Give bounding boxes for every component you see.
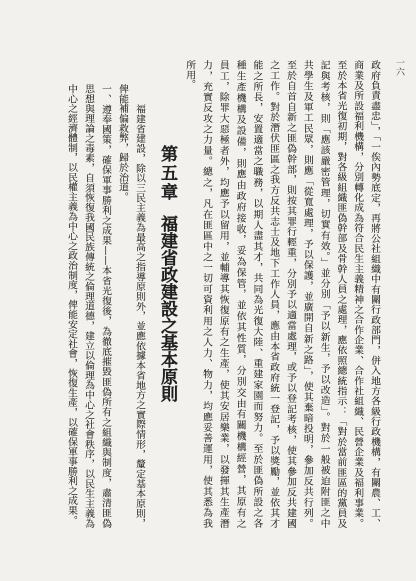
text-column: 福建省建設，除以三民主義為最高之指導原則外，並應依據本省地方之實際情形，釐定基本原則，: [134, 104, 145, 528]
text-column: 思想與理論之毒素，自須恢復我國民族傳統之倫理道德，建立以倫理為中心之社會秩序，以民生主義為: [83, 84, 94, 528]
text-column: 中心之經濟體制，以民權主義為中心之政治制度，俾能安定社會，恢復生產，以確保軍事勝利之成果。: [66, 84, 77, 525]
text-column: 商業及所設福利機構，分別轉化成為符合民生主義精神之合作企業、合作社組織、民營企業及福利事業。: [352, 60, 364, 528]
text-column: 力，充實反攻之力量。總之，凡在匪區中之一切可資利用之人力、物力，均應妥善運用，使其悉為我: [201, 60, 212, 528]
text-column: 政府負責盡忠」，「一俟內勢底定，再將公社組織中有關行政部門，併入地方各級行政機構，有關農、工、: [369, 60, 380, 528]
text-column: 所用。: [184, 60, 196, 90]
text-column: 種生產機構及設備，則應由政府接收，妥為保管，並依其性質，分別交由有關機構經營，其原有之: [234, 60, 246, 528]
page-number: 一六: [394, 58, 404, 76]
text-column: 記與考核，則「應該嚴密管理，切實有效。」並分別「予以新生，予以改造」。對於一般被迫附匪之中: [318, 60, 330, 528]
text-column: 俾能補偏救弊，歸於治道。: [117, 84, 128, 202]
text-column: 共學生及軍工民眾，則應「從寬處理，予以保護，並廣開自新之路」，使其棄暗投明，參加反共行列。: [301, 60, 313, 528]
chapter-title: 福建省政建設之基本原則: [157, 215, 177, 402]
text-column: 至於自首自新之匪偽幹部，則按其罪行輕重，分別予以適當處理，或予以登記考核，使其參加反共建國: [285, 60, 296, 528]
text-column: 至於本省光復初期，對各級組織匪偽幹部及骨幹人員之處理，應依照總統指示：「對於當前匪區的黨員及: [335, 60, 347, 528]
text-column: 之工作。對於潛伏匪區之我方反共志士及地下工作人員，應由本省政府統一登記，予以獎勵，並依其才: [268, 60, 280, 528]
text-column: 一、遵奉國策，確保軍事勝利之成果——本省光復後，為徹底摧毀匪偽所有之組織與制度，肅清匪偽: [100, 84, 111, 528]
text-column: 員工，除罪大惡極者外，均應予以留用，並輔導其恢復原有之生產，使其安居樂業，以發揮其生產潛: [217, 60, 229, 528]
chapter-number: 第五章: [157, 145, 177, 202]
text-column: 能之所長，安置適當之職務，以期人盡其才，共同為光復大陸、重建家園而努力。至於匪偽所設之各: [251, 60, 263, 528]
